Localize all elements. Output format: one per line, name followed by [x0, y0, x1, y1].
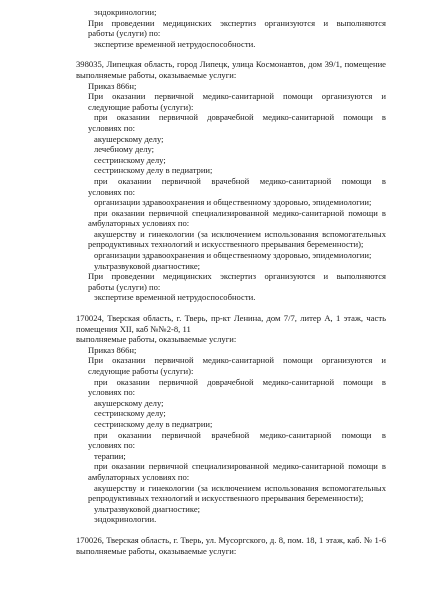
text-line: эндокринологии. — [94, 514, 157, 525]
text-line: выполняемые работы, оказываемые услуги: — [76, 69, 237, 80]
text-line: при оказании первичной врачебной медико-санитарной помощи в — [94, 175, 386, 186]
text-line: акушерству и гинекологии (за исключением использования вспомогательных — [94, 482, 386, 493]
text-line: 170024, Тверская область, г. Тверь, пр-кт Ленина, дом 7/7, литер А, 1 этаж, часть — [76, 313, 386, 324]
text-line: репродуктивных технологий и искусственного прерывания беременности); — [88, 239, 364, 250]
paragraph-gap — [76, 303, 386, 313]
text-line: лечебному делу; — [94, 144, 155, 155]
text-line: следующие работы (услуги): — [88, 366, 194, 376]
text-block — [76, 7, 386, 49]
text-line: сестринскому делу в педиатрии; — [94, 418, 213, 429]
text-line: Приказ 866н; — [88, 344, 137, 355]
text-line: экспертизе временной нетрудоспособности. — [94, 38, 256, 49]
text-line: при оказании первичной доврачебной медико-санитарной помощи в — [94, 376, 386, 387]
text-block — [76, 313, 386, 525]
text-line: при оказании первичной доврачебной медико-санитарной помощи в — [94, 112, 386, 123]
text-line: сестринскому делу в педиатрии; — [94, 165, 213, 176]
text-line: ультразвуковой диагностике; — [94, 503, 201, 514]
text-block — [76, 59, 386, 303]
text-line: работы (услуги) по: — [88, 28, 161, 39]
text-line: работы (услуги) по: — [88, 281, 161, 292]
text-line: условиях по: — [88, 440, 136, 451]
text-line: сестринскому делу; — [94, 154, 166, 165]
text-line: эндокринологии; — [94, 7, 157, 17]
text-line: условиях по: — [88, 122, 136, 133]
text-line: 170026, Тверская область, г. Тверь, ул. Мусоргского, д. 8, пом. 18, 1 этаж, каб. № 1-6 — [76, 534, 386, 545]
text-line: выполняемые работы, оказываемые услуги: — [76, 334, 237, 345]
text-line: при оказании первичной специализированной медико-санитарной помощи в — [94, 461, 386, 472]
text-line: 398035, Липецкая область, город Липецк, улица Космонавтов, дом 39/1, помещение — [76, 59, 386, 70]
text-line: акушерскому делу; — [94, 397, 164, 408]
text-block — [76, 535, 386, 556]
text-line: условиях по: — [88, 387, 136, 398]
text-line: организации здравоохранения и общественному здоровью, эпидемиологии; — [94, 197, 372, 208]
text-line: При оказании первичной медико-санитарной помощи организуются и — [88, 91, 386, 102]
text-line: организации здравоохранения и общественному здоровью, эпидемиологии; — [94, 250, 372, 261]
paragraph-gap — [76, 49, 386, 59]
text-line: при оказании первичной специализированной медико-санитарной помощи в — [94, 207, 386, 218]
document-body — [76, 7, 386, 556]
text-line: акушерскому делу; — [94, 133, 164, 144]
text-line: условиях по: — [88, 186, 136, 197]
text-line: при оказании первичной врачебной медико-санитарной помощи в — [94, 429, 386, 440]
text-line: выполняемые работы, оказываемые услуги: — [76, 545, 237, 556]
text-line: При проведении медицинских экспертиз организуются и выполняются — [88, 271, 386, 282]
text-line: амбулаторных условиях по: — [88, 471, 190, 482]
text-line: При проведении медицинских экспертиз организуются и выполняются — [88, 17, 386, 28]
text-line: терапии; — [94, 450, 126, 461]
text-line: экспертизе временной нетрудоспособности. — [94, 292, 256, 303]
text-line: акушерству и гинекологии (за исключением использования вспомогательных — [94, 228, 386, 239]
text-line: амбулаторных условиях по: — [88, 218, 190, 229]
text-line: помещения XII, каб №№2-8, 11 — [76, 323, 191, 334]
text-line: При оказании первичной медико-санитарной помощи организуются и — [88, 355, 386, 366]
paragraph-gap — [76, 525, 386, 535]
text-line: сестринскому делу; — [94, 408, 166, 419]
text-line: Приказ 866н; — [88, 80, 137, 91]
text-line: следующие работы (услуги): — [88, 101, 194, 112]
text-line: ультразвуковой диагностике; — [94, 260, 201, 271]
text-line: репродуктивных технологий и искусственного прерывания беременности); — [88, 493, 364, 504]
